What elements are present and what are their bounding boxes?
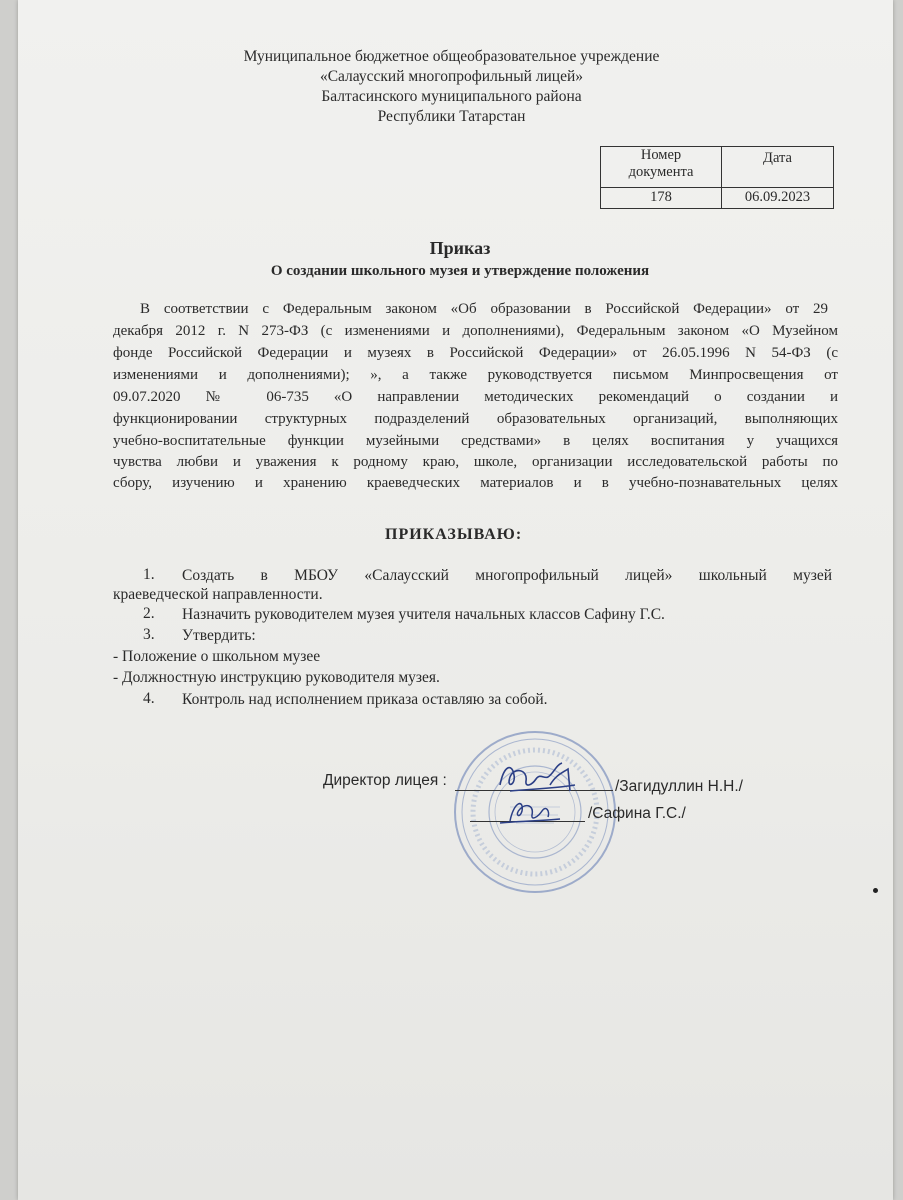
item-3-subitem: - Должностную инструкцию руководителя музея. [113,669,440,686]
body-line: 09.07.2020 № 06-735 «О направлении методических рекомендаций о создании и [113,389,838,405]
org-name-line-1: Муниципальное бюджетное общеобразовательное учреждение [243,48,660,65]
page-mark [873,888,878,893]
item-4-text: Контроль над исполнением приказа оставляю за собой. [182,691,548,708]
item-number: 2. [143,605,155,622]
document-info-table [600,146,834,209]
item-1-text: Создать в МБОУ «Салаусский многопрофильный лицей» школьный музей [182,567,832,584]
body-line: декабря 2012 г. N 273-ФЗ (с изменениями и дополнениями), Федеральным законом «О Музейном [113,323,838,339]
item-3-subitem: - Положение о школьном музее [113,648,321,665]
item-3-text: Утвердить: [182,627,256,644]
order-heading: ПРИКАЗЫВАЮ: [385,526,523,543]
museum-head-name: /Сафина Г.С./ [588,805,686,822]
org-name-line-4: Республики Татарстан [377,108,526,125]
signature-label: Директор лицея : [323,772,447,789]
document-title: Приказ [429,238,491,258]
doc-date-header: Дата [722,147,834,188]
body-line: сбору, изучению и хранению краеведческих материалов и в учебно-познавательных целях [113,475,838,491]
body-line: учебно-воспитательные функции музейными средствами» в целях воспитания у учащихся [113,433,838,449]
item-1-text-cont: краеведческой направленности. [113,586,323,603]
item-number: 3. [143,626,155,643]
body-line: чувства любви и уважения к родному краю, школе, организации исследовательской работы по [113,454,838,470]
item-2-text: Назначить руководителем музея учителя начальных классов Сафину Г.С. [182,606,665,623]
body-line: функционировании структурных подразделений образовательных организаций, выполняющих [113,411,838,427]
doc-date-value: 06.09.2023 [722,188,834,209]
body-line: В соответствии с Федеральным законом «Об образовании в Российской Федерации» от 29 [140,301,828,317]
org-name-line-2: «Салаусский многопрофильный лицей» [319,68,584,85]
document-subtitle: О создании школьного музея и утверждение положения [270,263,650,279]
museum-head-signature [490,793,570,829]
doc-number-value: 178 [601,188,722,209]
item-number: 1. [143,566,155,583]
director-name: /Загидуллин Н.Н./ [615,778,743,795]
doc-number-header: Номер документа [601,147,722,188]
org-name-line-3: Балтасинского муниципального района [321,88,582,105]
body-line: фонде Российской Федерации и музеях в Российской Федерации» от 26.05.1996 N 54-ФЗ (с [113,345,838,361]
body-line: изменениями и дополнениями); », а также руководствуется письмом Минпросвещения от [113,367,838,383]
item-number: 4. [143,690,155,707]
